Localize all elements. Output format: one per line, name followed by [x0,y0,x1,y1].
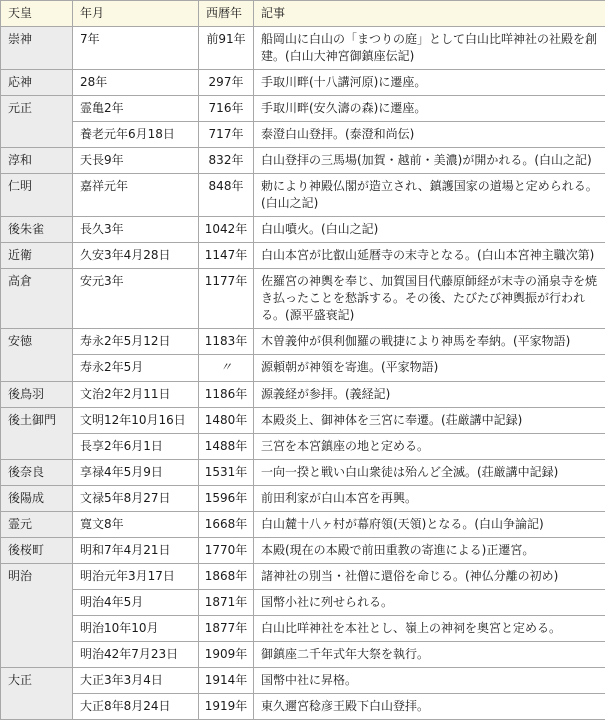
cell-emperor: 後奈良 [1,459,73,485]
cell-era-date: 明和7年4月21日 [73,537,199,563]
cell-western-year: 717年 [199,122,254,148]
table-header [1,1,605,27]
cell-emperor: 後朱雀 [1,217,73,243]
cell-era-date: 文明12年10月16日 [73,407,199,433]
cell-era-date: 霊亀2年 [73,96,199,122]
cell-article: 本殿(現在の本殿で前田重教の寄進による)正遷宮。 [254,537,605,563]
cell-western-year: 1147年 [199,243,254,269]
table-row [1,537,605,563]
column-header-article: 記事 [254,1,605,27]
table-row [1,407,605,433]
cell-era-date: 長享2年6月1日 [73,433,199,459]
cell-western-year: 1596年 [199,485,254,511]
cell-emperor: 明治 [1,563,73,667]
column-header-western-year: 西暦年 [199,1,254,27]
cell-era-date: 明治10年10月 [73,615,199,641]
cell-era-date: 養老元年6月18日 [73,122,199,148]
cell-emperor: 後鳥羽 [1,381,73,407]
table-row [1,148,605,174]
cell-article: 泰澄白山登拝。(泰澄和尚伝) [254,122,605,148]
cell-western-year: 1183年 [199,329,254,355]
column-header-era: 年月 [73,1,199,27]
cell-era-date: 明治4年5月 [73,589,199,615]
cell-emperor: 後土御門 [1,407,73,459]
cell-western-year: 716年 [199,96,254,122]
cell-emperor: 仁明 [1,174,73,217]
cell-emperor: 元正 [1,96,73,148]
cell-emperor: 近衛 [1,243,73,269]
cell-emperor: 高倉 [1,269,73,329]
table-row [1,511,605,537]
cell-western-year: 1909年 [199,641,254,667]
cell-western-year: 1919年 [199,693,254,719]
cell-article: 白山噴火。(白山之記) [254,217,605,243]
cell-article: 前田利家が白山本宮を再興。 [254,485,605,511]
table-row [1,485,605,511]
table-row [1,641,605,667]
table-row [1,693,605,719]
cell-article: 一向一揆と戦い白山衆徒は殆んど全滅。(荘厳講中記録) [254,459,605,485]
table-row [1,615,605,641]
column-header-emperor: 天皇 [1,1,73,27]
cell-emperor: 安徳 [1,329,73,381]
cell-western-year: 297年 [199,70,254,96]
table-row [1,589,605,615]
cell-article: 三宮を本宮鎮座の地と定める。 [254,433,605,459]
table-body [1,27,605,720]
cell-western-year: 1177年 [199,269,254,329]
cell-article: 御鎮座二千年式年大祭を執行。 [254,641,605,667]
cell-western-year: 848年 [199,174,254,217]
cell-western-year-ditto: 〃 [199,355,254,381]
cell-article: 源義経が参拝。(義経記) [254,381,605,407]
cell-emperor: 大正 [1,667,73,719]
cell-era-date: 長久3年 [73,217,199,243]
cell-era-date: 嘉祥元年 [73,174,199,217]
cell-era-date: 享禄4年5月9日 [73,459,199,485]
cell-western-year: 前91年 [199,27,254,70]
cell-emperor: 霊元 [1,511,73,537]
cell-western-year: 1914年 [199,667,254,693]
cell-article: 白山本宮が比叡山延暦寺の末寺となる。(白山本宮神主職次第) [254,243,605,269]
cell-article: 勅により神殿仏閣が造立され、鎮護国家の道場と定められる。(白山之記) [254,174,605,217]
table-row [1,70,605,96]
table-row [1,174,605,217]
cell-article: 佐羅宮の神輿を奉じ、加賀国目代藤原師経が末寺の涌泉寺を焼き払ったことを愁訴する。その後、たびたび神輿振が行われる。(源平盛衰記) [254,269,605,329]
cell-article: 手取川畔(十八講河原)に遷座。 [254,70,605,96]
table-row [1,27,605,70]
cell-era-date: 大正3年3月4日 [73,667,199,693]
cell-western-year: 1480年 [199,407,254,433]
table-row [1,243,605,269]
table-row [1,459,605,485]
cell-western-year: 1488年 [199,433,254,459]
cell-era-date: 大正8年8月24日 [73,693,199,719]
table-row [1,96,605,122]
cell-era-date: 7年 [73,27,199,70]
cell-article: 源頼朝が神領を寄進。(平家物語) [254,355,605,381]
cell-article: 船岡山に白山の「まつりの庭」として白山比咩神社の社殿を創建。(白山大神宮御鎮座伝記) [254,27,605,70]
cell-western-year: 1186年 [199,381,254,407]
cell-emperor: 崇神 [1,27,73,70]
table-row [1,667,605,693]
cell-western-year: 1668年 [199,511,254,537]
table-row [1,329,605,355]
cell-era-date: 天長9年 [73,148,199,174]
cell-era-date: 28年 [73,70,199,96]
cell-emperor: 淳和 [1,148,73,174]
table-row [1,433,605,459]
cell-western-year: 1877年 [199,615,254,641]
cell-era-date: 寿永2年5月 [73,355,199,381]
cell-era-date: 久安3年4月28日 [73,243,199,269]
table-row [1,563,605,589]
table-row [1,381,605,407]
cell-article: 国幣中社に昇格。 [254,667,605,693]
cell-era-date: 安元3年 [73,269,199,329]
cell-article: 白山登拝の三馬場(加賀・越前・美濃)が開かれる。(白山之記) [254,148,605,174]
cell-western-year: 1770年 [199,537,254,563]
cell-article: 国幣小社に列せられる。 [254,589,605,615]
cell-western-year: 832年 [199,148,254,174]
cell-article: 木曽義仲が倶利伽羅の戦捷により神馬を奉納。(平家物語) [254,329,605,355]
cell-article: 白山麓十八ヶ村が幕府領(天領)となる。(白山争論記) [254,511,605,537]
table-row [1,355,605,381]
cell-article: 白山比咩神社を本社とし、嶺上の神祠を奥宮と定める。 [254,615,605,641]
table-row [1,269,605,329]
cell-article: 手取川畔(安久濤の森)に遷座。 [254,96,605,122]
cell-western-year: 1868年 [199,563,254,589]
cell-article: 東久邇宮稔彦王殿下白山登拝。 [254,693,605,719]
cell-era-date: 寛文8年 [73,511,199,537]
cell-emperor: 後陽成 [1,485,73,511]
cell-era-date: 明治元年3月17日 [73,563,199,589]
table-row [1,122,605,148]
cell-era-date: 明治42年7月23日 [73,641,199,667]
cell-era-date: 寿永2年5月12日 [73,329,199,355]
cell-emperor: 後桜町 [1,537,73,563]
table-header-row [1,1,605,27]
cell-article: 本殿炎上、御神体を三宮に奉遷。(荘厳講中記録) [254,407,605,433]
cell-era-date: 文禄5年8月27日 [73,485,199,511]
cell-western-year: 1871年 [199,589,254,615]
table-row [1,217,605,243]
cell-article: 諸神社の別当・社僧に還俗を命じる。(神仏分離の初め) [254,563,605,589]
cell-western-year: 1531年 [199,459,254,485]
cell-western-year: 1042年 [199,217,254,243]
cell-era-date: 文治2年2月11日 [73,381,199,407]
cell-emperor: 応神 [1,70,73,96]
